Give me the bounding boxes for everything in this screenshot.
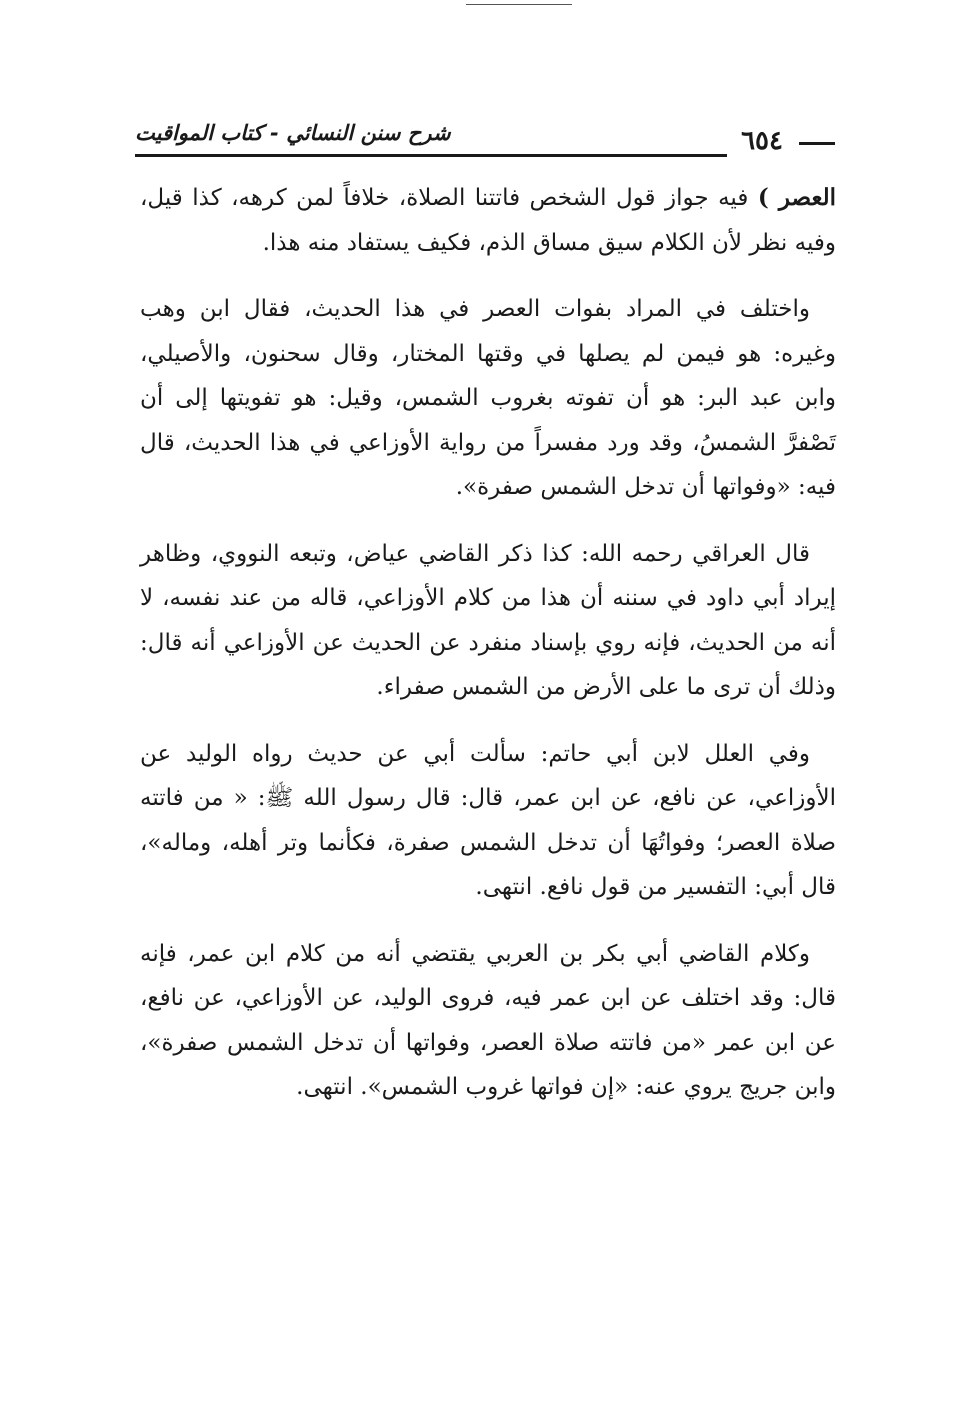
running-header <box>135 116 835 160</box>
lead-term: العصر ) <box>757 184 836 211</box>
running-title: شرح سنن النسائي - كتاب المواقيت <box>135 121 451 145</box>
page-number-dash <box>799 142 835 145</box>
paragraph-1-text: فيه جواز قول الشخص فاتتنا الصلاة، خلافاً لمن كرهه، كذا قيل، وفيه نظر لأن الكلام سيق مساق الذم، فكيف يستفاد منه هذا. <box>140 185 836 256</box>
body-text <box>140 176 836 1132</box>
paragraph-4: وفي العلل لابن أبي حاتم: سألت أبي عن حديث رواه الوليد عن الأوزاعي، عن نافع، عن ابن عمر، قال: قال رسول الله ﷺ: « من فاتته صلاة العصر؛ وفواتُهَا أن تدخل الشمس صفرة، فكأنما وتر أهله، وماله»، قال أبي: التفسير من قول نافع. انتهى. <box>140 740 836 900</box>
page-number: ٦٥٤ <box>741 126 783 156</box>
header-rule <box>135 154 727 157</box>
paragraph-2: واختلف في المراد بفوات العصر في هذا الحديث، فقال ابن وهب وغيره: هو فيمن لم يصلها في وقتها المختار، وقال سحنون، والأصيلي، وابن عبد البر: هو أن تفوته بغروب الشمس، وقيل: هو تفويتها إلى أن تَصْفرَّ الشمسُ، وقد ورد مفسراً من رواية الأوزاعي في هذا الحديث، قال فيه: «وفواتها أن تدخل الشمس صفرة». <box>140 296 836 500</box>
top-edge-rule <box>466 4 572 5</box>
paragraph-5: وكلام القاضي أبي بكر بن العربي يقتضي أنه من كلام ابن عمر، فإنه قال: وقد اختلف عن ابن عمر فيه، فروى الوليد، عن الأوزاعي، عن نافع، عن ابن عمر «من فاتته صلاة العصر، وفواتها أن تدخل الشمس صفرة»، وابن جريج يروي عنه: «إن فواتها غروب الشمس». انتهى. <box>140 940 836 1100</box>
paragraph-1 <box>140 176 836 265</box>
paragraph-3: قال العراقي رحمه الله: كذا ذكر القاضي عياض، وتبعه النووي، وظاهر إيراد أبي داود في سننه أن هذا من كلام الأوزاعي، قاله من عند نفسه، لا أنه من الحديث، فإنه روي بإسناد منفرد عن الحديث عن الأوزاعي أنه قال: وذلك أن ترى ما على الأرض من الشمس صفراء. <box>140 540 836 700</box>
